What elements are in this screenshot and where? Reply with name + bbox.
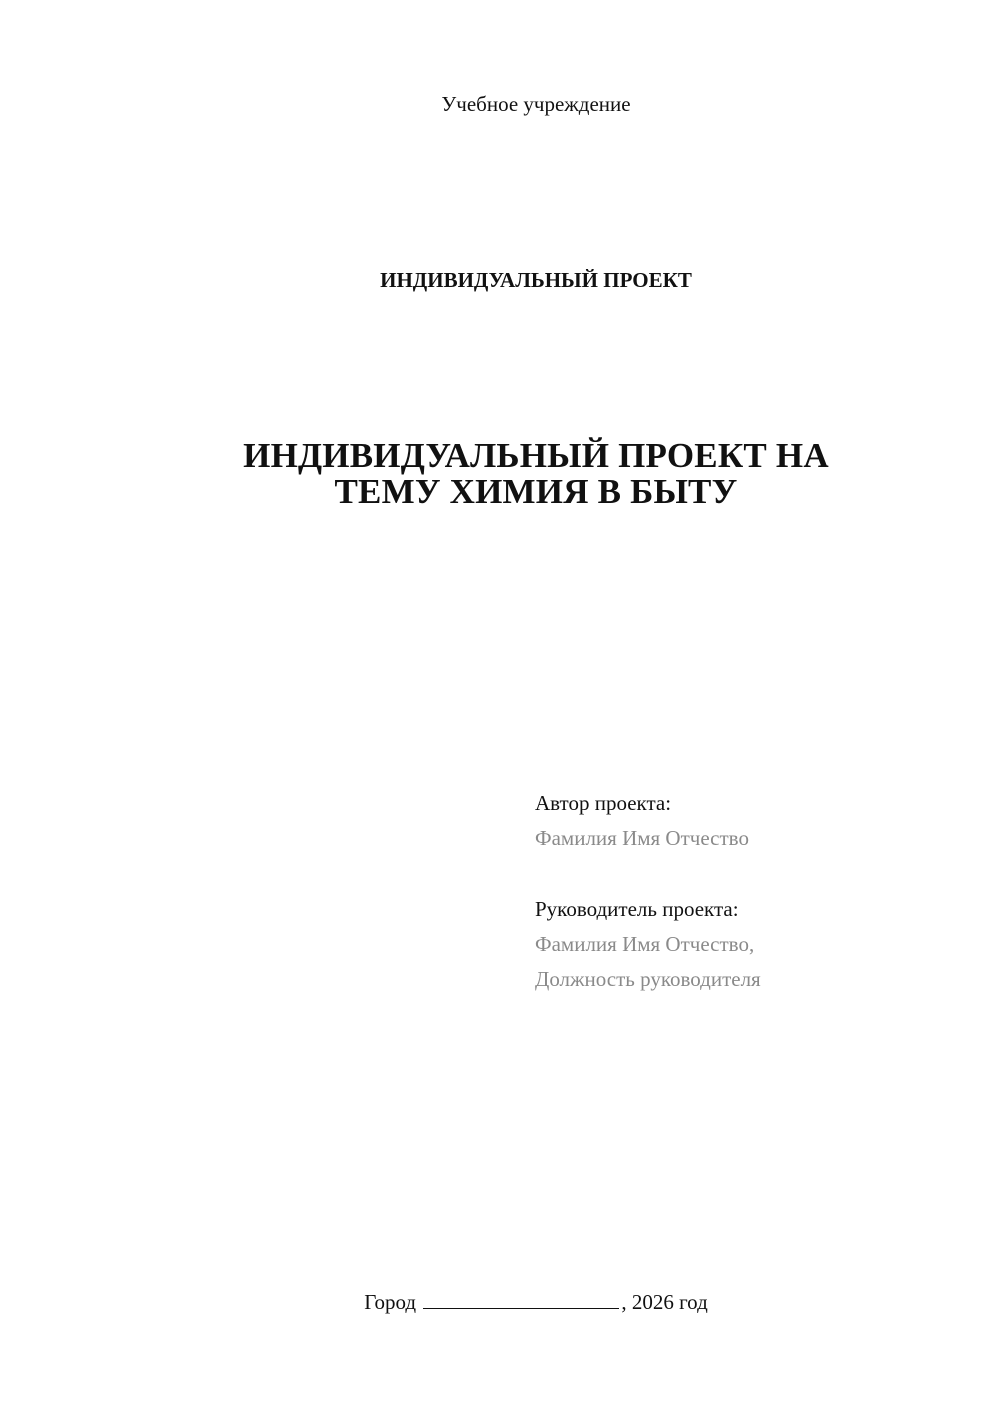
- city-label: Город: [364, 1290, 417, 1314]
- author-block: [535, 786, 749, 856]
- author-name: Фамилия Имя Отчество: [535, 826, 749, 850]
- city-blank-line: [423, 1290, 619, 1309]
- project-title: [150, 438, 922, 510]
- project-title-line-2: ТЕМУ ХИМИЯ В БЫТУ: [334, 472, 738, 511]
- project-title-line-1: ИНДИВИДУАЛЬНЫЙ ПРОЕКТ НА: [243, 436, 829, 475]
- project-type-heading: ИНДИВИДУАЛЬНЫЙ ПРОЕКТ: [380, 268, 692, 292]
- year-text: , 2026 год: [621, 1290, 708, 1314]
- institution-name: Учебное учреждение: [441, 92, 631, 116]
- supervisor-name: Фамилия Имя Отчество,: [535, 932, 755, 956]
- supervisor-block: [535, 892, 761, 997]
- supervisor-position: Должность руководителя: [535, 967, 761, 991]
- city-year-line: [0, 1290, 1000, 1315]
- author-label: Автор проекта:: [535, 791, 672, 815]
- supervisor-label: Руководитель проекта:: [535, 897, 739, 921]
